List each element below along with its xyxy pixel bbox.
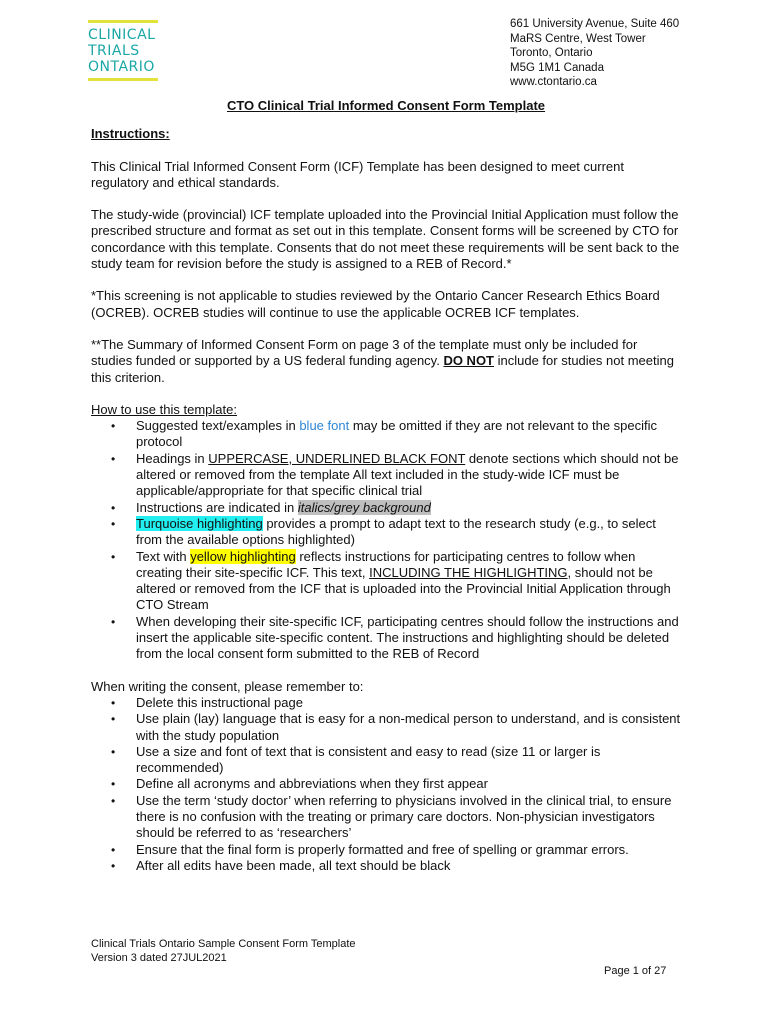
including-highlighting-emphasis: INCLUDING THE HIGHLIGHTING: [369, 564, 568, 580]
instructions-heading: Instructions:: [91, 126, 170, 142]
italic-grey-sample: italics/grey background: [297, 499, 431, 515]
footer-template-name: Clinical Trials Ontario Sample Consent Form Template: [91, 938, 356, 950]
logo-line-3: ONTARIO: [88, 59, 155, 75]
list-item: [91, 516, 681, 549]
website-link[interactable]: www.ctontario.ca: [510, 76, 597, 89]
footer-version: Version 3 dated 27JUL2021: [91, 951, 227, 964]
uppercase-underlined-sample: UPPERCASE, UNDERLINED BLACK FONT: [208, 450, 466, 466]
paragraph-screening-note: *This screening is not applicable to studies reviewed by the Ontario Cancer Research Ethics Board (OCREB). OCREB studies will continue to use the applicable OCREB ICF templates.: [91, 288, 660, 320]
do-not-emphasis: DO NOT: [443, 353, 494, 369]
summary-text-a: **The Summary of Informed Consent Form on page 3 of the template must only be included for studies funded or supported by a US federal funding agency.: [91, 336, 638, 369]
list-item: • Use the term ‘study doctor’ when referring to physicians involved in the clinical trial, to ensure there is no confusion with the treating or primary care doctors. Non-physician investigators should be referred to as ‘researchers’: [91, 793, 681, 842]
text-span: denote sections which should not be altered or removed from the template All text included in the study-wide ICF must be applicable/appropriate for that specific clinical trial: [136, 450, 679, 499]
address-line: 661 University Avenue, Suite 460: [510, 18, 680, 30]
text-span: reflects instructions for participating centres to follow when creating their site-specific ICF. This text,: [136, 548, 636, 580]
logo-line-2: TRIALS: [88, 43, 140, 59]
list-item: • Use a size and font of text that is consistent and easy to read (size 11 or larger is recommended): [91, 744, 681, 777]
list-item: [91, 500, 681, 516]
list-item: • After all edits have been made, all text should be black: [91, 858, 681, 874]
footer: [91, 938, 356, 965]
logo-bottom-bar: [88, 78, 158, 81]
writing-list: [91, 695, 681, 874]
paragraph-intro: This Clinical Trial Informed Consent Form (ICF) Template has been designed to meet current regulatory and ethical standards.: [91, 158, 624, 190]
summary-text-c: include for studies not meeting this criterion.: [91, 353, 674, 385]
paragraph-study-wide: The study-wide (provincial) ICF template uploaded into the Provincial Initial Application must follow the prescribed structure and format as set out in this template. Consent forms will be screened by CTO for concordance with this template. Consents that do not meet these requirements will be sent back to the study team for revision before the study is assigned to a REB of Record.*: [91, 207, 680, 272]
writing-heading: When writing the consent, please remember to:: [91, 678, 364, 694]
cto-logo: [88, 20, 160, 81]
page-number: Page 1 of 27: [604, 965, 667, 977]
list-item: • Delete this instructional page: [91, 695, 681, 711]
text-span: Instructions are indicated in: [136, 499, 298, 515]
list-item: • Ensure that the final form is properly formatted and free of spelling or grammar errors.: [91, 842, 681, 858]
address-line: Toronto, Ontario: [510, 47, 593, 60]
text-span: may be omitted if they are not relevant to the specific protocol: [136, 418, 658, 450]
yellow-highlight-sample: yellow highlighting: [190, 548, 296, 564]
text-span: Headings in: [136, 450, 209, 466]
address-line: MaRS Centre, West Tower: [510, 32, 646, 45]
address-line: M5G 1M1 Canada: [510, 61, 604, 74]
paragraph-summary-note: [91, 337, 681, 386]
text-span: When developing their site-specific ICF, participating centres should follow the instructions and insert the applicable site-specific content. The instructions and highlighting should be deleted from the local consent form submitted to the REB of Record: [136, 613, 679, 662]
text-span: , should not be altered or removed from the ICF that is uploaded into the Provincial Initial Application through CTO Stream: [136, 564, 671, 613]
address-block: [510, 17, 679, 90]
turquoise-highlight-sample: Turquoise highlighting: [136, 515, 263, 531]
list-item: [91, 614, 681, 663]
blue-font-sample: blue font: [299, 418, 350, 434]
howto-heading: How to use this template:: [91, 401, 237, 417]
howto-list: [91, 418, 681, 662]
list-item: [91, 549, 681, 614]
document-body: [91, 98, 681, 874]
list-item: • Use plain (lay) language that is easy for a non-medical person to understand, and is consistent with the study population: [91, 711, 681, 744]
document-title: CTO Clinical Trial Informed Consent Form Template: [226, 98, 546, 113]
text-span: Text with: [136, 548, 191, 564]
text-span: provides a prompt to adapt text to the research study (e.g., to select from the available options highlighted): [136, 515, 656, 548]
text-span: Suggested text/examples in: [136, 418, 300, 434]
list-item: [91, 451, 681, 500]
logo-line-1: CLINICAL: [88, 27, 156, 43]
list-item: [91, 418, 681, 451]
list-item: • Define all acronyms and abbreviations when they first appear: [91, 776, 681, 792]
logo-text: [88, 23, 160, 78]
